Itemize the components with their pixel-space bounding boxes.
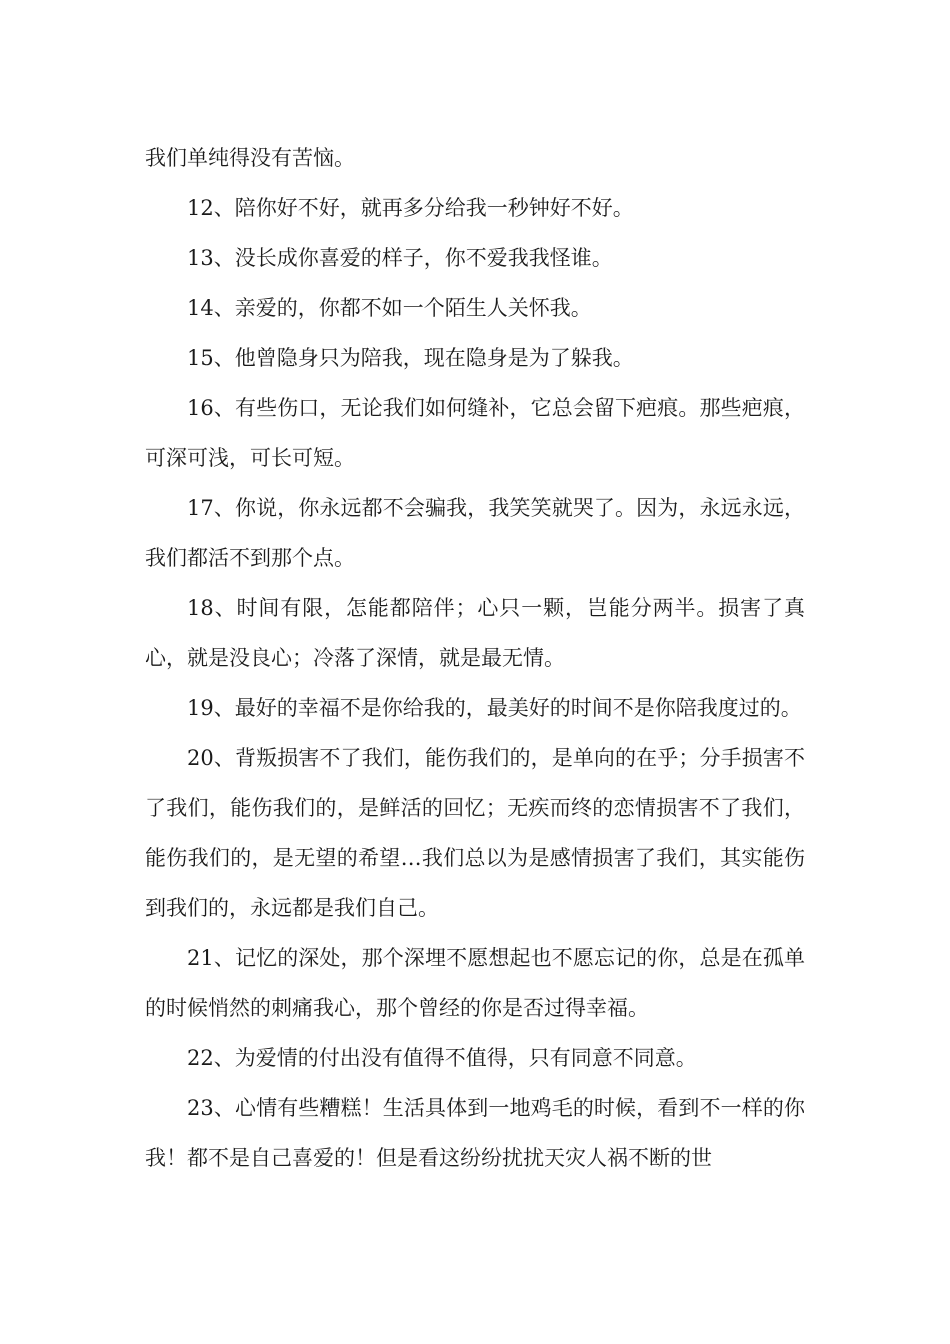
paragraph-item-22: 22、为爱情的付出没有值得不值得，只有同意不同意。 — [187, 1046, 697, 1070]
paragraph-item-12: 12、陪你好不好，就再多分给我一秒钟好不好。 — [187, 196, 634, 220]
paragraph-item-13: 13、没长成你喜爱的样子，你不爱我我怪谁。 — [187, 246, 613, 270]
paragraph-item-21: 21、记忆的深处，那个深埋不愿想起也不愿忘记的你，总是在孤单的时候悄然的刺痛我心，那个曾经的你是否过得幸福。 — [145, 946, 805, 1020]
paragraph-continuation: 我们单纯得没有苦恼。 — [145, 146, 355, 170]
paragraph-item-23: 23、心情有些糟糕！生活具体到一地鸡毛的时候，看到不一样的你我！都不是自己喜爱的！但是看这纷纷扰扰天灾人祸不断的世 — [145, 1096, 805, 1170]
paragraph-item-19: 19、最好的幸福不是你给我的，最美好的时间不是你陪我度过的。 — [187, 696, 802, 720]
document-body — [145, 133, 805, 1183]
paragraph-item-17: 17、你说，你永远都不会骗我，我笑笑就哭了。因为，永远永远，我们都活不到那个点。 — [145, 496, 805, 570]
paragraph-item-16: 16、有些伤口，无论我们如何缝补，它总会留下疤痕。那些疤痕，可深可浅，可长可短。 — [145, 396, 805, 470]
paragraph-item-15: 15、他曾隐身只为陪我，现在隐身是为了躲我。 — [187, 346, 634, 370]
paragraph-item-20: 20、背叛损害不了我们，能伤我们的，是单向的在乎；分手损害不了我们，能伤我们的，是鲜活的回忆；无疾而终的恋情损害不了我们，能伤我们的，是无望的希望…我们总以为是感情损害了我们，其实能伤到我们的，永远都是我们自己。 — [145, 746, 805, 920]
paragraph-item-18: 18、时间有限，怎能都陪伴；心只一颗，岂能分两半。损害了真心，就是没良心；冷落了深情，就是最无情。 — [145, 596, 805, 670]
paragraph-item-14: 14、亲爱的，你都不如一个陌生人关怀我。 — [187, 296, 592, 320]
